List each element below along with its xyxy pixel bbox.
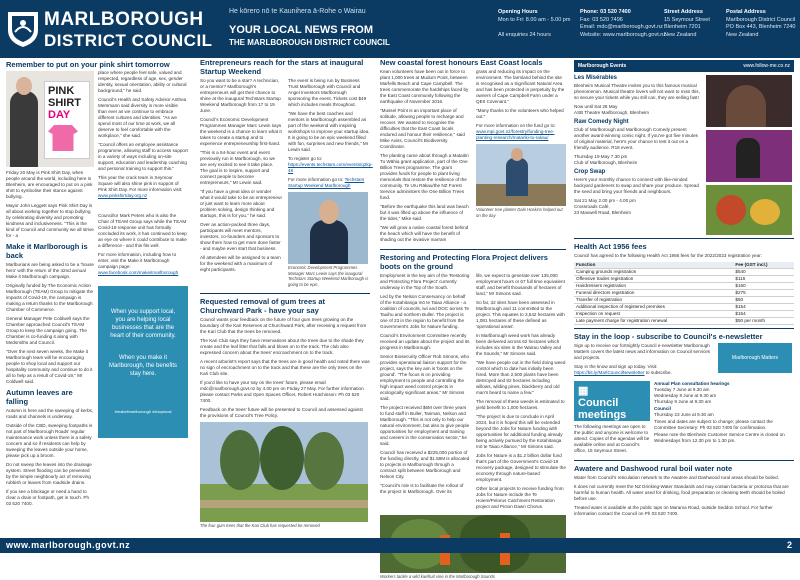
- article-title-startup: Entrepreneurs reach for the stars at inaugural Startup Weekend: [200, 58, 364, 76]
- paragraph: Employment is the key aim of the 'Restoring and Protecting Flora Project' currently underway in the Top of the South.: [380, 273, 470, 290]
- column-3: [200, 58, 373, 538]
- column-4: [380, 58, 566, 579]
- event-title-crop-swap: Crop Swap: [574, 169, 606, 175]
- paragraph: Now until Sat 28 May: [574, 104, 618, 109]
- photo-caption: Economic Development Programmes Manager Marc Lewin says the inaugural Techstars Startup Weekend Marlborough is going to be epic.: [288, 265, 369, 287]
- paragraph: The planting came about through a Mataitiri Tu Wāhia grant application, part of the One Billion Trees programme. The grant provides funds for people to plant living memorials that restore the resilience of the community. Te Uru Rākau/the NZ Forest Service administers the One Billion Trees fund.: [380, 153, 469, 200]
- marc-lewin-photo: [288, 192, 368, 264]
- newsletter-link[interactable]: https://bit.ly/MarlCouncilNewsletter: [574, 370, 645, 375]
- brand-subtitle: DISTRICT COUNCIL: [44, 31, 213, 50]
- paragraph: For more information, including how to enter, visit the Make it Marlborough campaign page: www.facebook.com/makeitmarlborough: [98, 252, 179, 275]
- paragraph: Mayor John Leggett says Pink Shirt Day is all about working together to stop bullying by celebrating diversity and promoting kindness and inclusiveness. "This is the kind of Council and community we all strive for - a: [6, 203, 94, 238]
- paragraph: To register go to: https://events.techstars.com/events/q2kp-48: [288, 156, 373, 173]
- paragraph: "We have people out in the field doing weed control which to date has initially been hired. More than 2,500 plants have been destroyed and 82 hectares including willows, wilding pines, blackberry and old man's beard to name a few.": [476, 360, 566, 395]
- pink-shirt-poster: PINK SHIRT DAY: [44, 81, 90, 159]
- make-it-marlborough-link[interactable]: www.facebook.com/makeitmarlborough: [98, 270, 179, 275]
- paragraph: Over an action-packed three days, participants will meet mentors, investors, co-founders and sponsors to show them how to get more done faster - and maybe even start that business.: [200, 222, 281, 251]
- paragraph: place where people feel safe, valued and respected, regardless of age, sex, gender identity, sexual orientation, ability or cultural background," he said.: [98, 70, 187, 93]
- paragraph: Autumn is here and the sweeping of kerbs, roads and channels is underway.: [6, 408, 94, 419]
- paragraph: This year the crack team in Seymour Square will also shine pink in support of Pink Shirt Day. For more information visit: www.pinkshirtday.org.nz: [98, 175, 183, 198]
- paragraph: So you want to be a star? A technician, or a mentor? Marlborough's entrepreneurs will get their chance to shine at the inaugural Techstars Startup Weekend Marlborough from 17 to 19 June.: [200, 78, 281, 113]
- paragraph: It does not currently meet the NZ Drinking-Water Standards and may contain bacteria or protozoa that are harmful to human health. All water used for drinking, food preparation or cleaning teeth should be boiled before use.: [574, 484, 789, 501]
- table-row: Additional inspection of registered premises $154: [574, 304, 794, 311]
- footer-bar: [0, 538, 800, 553]
- table-row: Funeral directors registration $275: [574, 290, 794, 297]
- article-title-boil-water: Awatere and Dashwood rural boil water note: [574, 464, 733, 473]
- paragraph: Water from Council's reticulation network to the Awatere and Dashwood rural areas should be boiled.: [574, 475, 779, 480]
- table-header: Fee (GST incl.): [733, 262, 794, 269]
- tree-planter-photo: [476, 144, 566, 206]
- divider: [200, 293, 370, 294]
- paragraph: "The project is due to conclude in April 2024, but it is hoped this will be extended beyond the Jobs for Nature funding with opportunities for additional funding already being actively pursued by the Kotahitanga mō te Taiao Alliance," Mr Simons said.: [476, 414, 563, 449]
- divider: [574, 328, 794, 329]
- article-title-autumn-leaves: Autumn leaves are falling: [6, 388, 73, 406]
- paragraph: "This is a 54-hour event and event previously run in Marlborough, so we are very excited to see it take place. The goal is to inspire, support and connect people to become entrepreneurs," Mr Lewin said.: [200, 150, 276, 185]
- schedule-item: Wednesday 8 June at 9.30 am: [654, 393, 717, 398]
- council-meetings-banner: ▦ Council meetings: [574, 381, 650, 421]
- paragraph: Stay in the know and sign up today. Visit: https://bit.ly/MarlCouncilNewsletter to subscribe.: [574, 364, 672, 375]
- calendar-icon: ▦: [578, 385, 589, 397]
- article-title-make-it-marlborough: Make it Marlborough is back: [6, 242, 88, 260]
- opening-hours: Opening Hours Mon to Fri: 8.00 am - 5.00 pm All enquiries 24 hours: [498, 9, 571, 38]
- headline-sub: THE MARLBOROUGH DISTRICT COUNCIL: [229, 38, 390, 47]
- schedule-item: Tuesday 7 June at 9.30 am: [654, 387, 710, 392]
- paragraph: In Marlborough weed work has already been delivered across 62 hectares which includes six sites in the Wairau Valley and the Sounds," Mr Simons said.: [476, 333, 562, 356]
- masthead: [0, 0, 800, 58]
- events-url[interactable]: www.follow-me.co.nz: [743, 63, 790, 69]
- startup-register-link[interactable]: https://events.techstars.com/events/q2kp-48: [288, 162, 373, 173]
- paragraph: The following meetings are open to the public and anyone is welcome to attend. Copies of the agendas will be available online and at Council's office, 15 Seymour Street.: [574, 424, 650, 453]
- paragraph: For more information on the fund go to: www.mpi.govt.nz/forestry/funding-tree-planting-research/matariki-tu-rakau/: [476, 123, 556, 140]
- schedule-item: Thursday 9 June at 9.30 am: [654, 399, 712, 404]
- paragraph: Council's Environment Committee recently received an update about the project and its progress in Marlborough.: [380, 333, 470, 350]
- paragraph: Club of Marlborough, Blenheim: [574, 160, 638, 165]
- paragraph: Treated water is available at the public taps on Marama Road, outside Seddon School. For further information contact the Council on Ph 03 520 7400.: [574, 505, 773, 516]
- paragraph: 23 Maxwell Road, Blenheim: [574, 210, 631, 215]
- article-title-health-fees: Health Act 1956 fees: [574, 242, 647, 251]
- paragraph: Here's your monthly chance to connect with like-minded backyard gardeners to swap and share your produce. Spread the seed and bring your friends and neighbours.: [574, 177, 699, 194]
- paragraph: Council has received a $225,000 portion of the funding directly, and $1.58M is allocated to projects in Marlborough through a contract split between Marlborough and Nelson City.: [380, 450, 470, 479]
- contact-info: Phone: 03 520 7400 Fax: 03 520 7496 Email: mdc@marlborough.govt.nz Website: www.marlborough.govt.nz: [580, 9, 667, 38]
- pink-shirt-icon: [48, 125, 78, 151]
- paragraph: If you see a blockage or need a hand to clear a drain or footpath, get in touch. Ph 03 520 7400.: [6, 489, 89, 506]
- council-crest-icon: [6, 8, 40, 48]
- schedule-title: Council: [654, 406, 671, 411]
- article-title-gum-trees: Requested removal of gum trees at Churchward Park - have your say: [200, 297, 326, 315]
- divider: [574, 460, 794, 461]
- paragraph: Councillor Mark Peters who is also the Chair of TEAM Group says while the TEAM Covid-19 response unit has formally concluded its work, it has continued to keep an eye on where it could contribute to make a difference - and this fits well.: [98, 213, 187, 248]
- paragraph: The project received $6M over three years to fund staff in Buller, Tasman, Nelson and Marlborough. "This is not only to help our natural environment, but also to give people opportunities for employment and training and careers in the conservation sector," he said.: [380, 405, 470, 446]
- paragraph: Senior Biosecurity Officer Rob Simons, who provides operational liaison support for the project, says the key aim is 'boots on the ground'. "The focus is on providing employment to people and controlling the high impact weed control projects in ecologically significant areas," Mr Simons said.: [380, 354, 470, 401]
- paragraph: "We will grow a native coastal forest behind the beach which will have the benefit of shading out the invasive marram: [380, 225, 469, 242]
- paragraph: Crossroads Café,: [574, 204, 610, 209]
- table-row: Late payment charge for registration renewal $50 per month: [574, 318, 794, 325]
- paragraph: Originally funded by The Economic Action Marlborough (TEAM) Group to mitigate the impacts of Covid-19, the campaign is making a return thanks to the Marlborough Chamber of Commerce.: [6, 283, 94, 312]
- footer-website-link[interactable]: www.marlborough.govt.nz: [6, 540, 131, 550]
- brand-name: MARLBOROUGH: [44, 9, 204, 30]
- crop-swap-photo: [706, 185, 792, 235]
- paragraph: A recent arborist's report says that the trees are in good health and noted there was no sign of encroachment on to the track and that these are the only trees on the Kari Club site.: [200, 359, 370, 376]
- paragraph: "If you have a great idea or wonder what it would take to be an entrepreneur or just want to learn more about problem solving, design thinking and startups, this is for you," he said.: [200, 189, 282, 218]
- schedule-title: Annual Plan consultation hearings: [654, 381, 730, 386]
- paragraph: "Council's role is to facilitate the rollout of the project in Marlborough. Over its: [380, 483, 464, 494]
- paragraph: Led by the Nelson Conservancy on behalf of the Kotahitanga mō te Taiao Alliance - a coalition of councils, iwi and DOC across Te Tauihu and northern Buller. The project is one of 23 in the region to benefit from the Government's Jobs for Nature funding.: [380, 294, 470, 329]
- paragraph: Marlburians are being asked to be a 'house hero' with the return of the 42nd annual Make it Marlborough campaign.: [6, 262, 94, 279]
- paragraph: The Kari Club says they have reservations about the trees due to the shade they create and the leaf litter that falls and blows on to the track. The club also expressed concern about the trees' encroachment on to the track.: [200, 338, 364, 355]
- column-5: [574, 58, 794, 538]
- startup-info-link[interactable]: Techstars Startup Weekend Marlborough: [288, 177, 365, 188]
- paragraph: "Over the next seven weeks, the Make it Marlborough team will be encouraging people to shop local and support our hospitality community and continue to do it all to help as a result of Covid-19," Mr Coldwell said.: [6, 349, 93, 384]
- paragraph: If you'd like to have your say on the trees' future, please email mdc@marlborough.govt.nz by 4.00 pm on Friday 27 May. For further information please contact Parks and Open Spaces Officer, Robert Hutchinson: Ph 03 520 7400.: [200, 380, 364, 403]
- paragraph: Jobs for Nature is a $1.2 billion dollar fund that's part of the Government's Covid-19 recovery package, designed to stimulate the economy through nature-based employment.: [476, 453, 566, 482]
- photo-caption: Workers tackle a wild kiwifruit vine in the Marlborough Sounds: [380, 574, 495, 579]
- paragraph: Sign up to receive our fortnightly Council e-newsletter Marlborough Matters covers the latest news and information on Council services and projects.: [574, 343, 711, 360]
- paragraph: "Many thanks to the volunteers who helped out.": [476, 108, 564, 119]
- paragraph: Council's Economic Development Programmes Manager Marc Lewin says the weekend is a chance to learn what it takes to create a startup and to experience entrepreneurship first-hand.: [200, 117, 282, 146]
- paragraph: All attendees will be assigned to a team for the weekend with a maximum of eight participants.: [200, 255, 281, 272]
- article-title-newsletter: Stay in the loop - subscribe to Council's e-newsletter: [574, 332, 763, 341]
- table-header: Function: [574, 262, 733, 269]
- paragraph: Please note the Blenheim Customer Service Centre is closed on Wednesdays from 12.30 pm to 1.30 pm.: [654, 432, 785, 443]
- paragraph: Blenheim Musical Theatre invites you to this famous musical phenomenon. Musical theatre lovers will not want to miss this, so secure your tickets while you still can, they are selling fast!: [574, 83, 700, 100]
- maori-tagline: He kōrero nō te Kaunihera ā-Rohe o Wairau: [229, 8, 366, 15]
- paragraph: General Manager Pete Coldwell says the Chamber approached Council's TEAM Group to keep the campaign going. The Chamber is co-funding it along with Medsmiths and Council.: [6, 316, 90, 345]
- paragraph: Do not sweep the leaves into the drainage system. Street flooding can be prevented by the simple neighbourly act of removing rubbish or leaves from roadside drains.: [6, 462, 92, 485]
- article-title-pink-shirt: Remember to put on your pink shirt tomorrow: [6, 60, 170, 69]
- paragraph: life, we expect to generate over 135,000 employment hours or 67 full time equivalent staff, and benefit thousands of hectares of land," Mr Simons said.: [476, 273, 565, 296]
- paragraph: Outside of the CBD, sweeping footpaths is not part of Marlborough Roads' regular maintenance work unless there is a safety concern and so if residents can help by sweeping the leaves outside your home, please pick up a broom.: [6, 423, 93, 458]
- paragraph: grass and reducing its impact on the environment. The farmland behind the site is recognised as a Significant Natural Area and has been protected in perpetuity by the owners of Cape Campbell Farm under a QEII Covenant.": [476, 69, 565, 104]
- paragraph: Council has agreed to the following Health Act 1956 fees for the 2022/2023 registration year:: [574, 253, 762, 258]
- table-row: Offensive trades registration $115: [574, 276, 794, 283]
- divider: [380, 249, 566, 250]
- schedule-item: Thursday 23 June at 9.30 am: [654, 412, 714, 417]
- pink-shirt-photo: [6, 71, 94, 167]
- paragraph: Council's Health and Safety Advisor Anthea Mersmann said diversity is more visible than ever as we continue to embrace different cultures and identities. "As we spend most of our time at work, we all deserve to feel comfortable with the workplace," she said.: [98, 97, 187, 138]
- paragraph: Friday 20 May is Pink Shirt Day, when people around the world, including here in Blenheim, are encouraged to put on a pink shirt to symbolise their stance against bullying.: [6, 170, 93, 199]
- photo-caption: Volunteer tree planter Dale Hoskins helped out on the day: [476, 207, 563, 218]
- paragraph: Feedback on the trees' future will be presented to Council and assessed against the provisions of Council's Tree Policy.: [200, 407, 363, 418]
- comedy-photo: [706, 130, 792, 182]
- paragraph: Council wants your feedback on the future of four gum trees growing on the boundary of the Kari Reserves at Churchward Park, after receiving a request from the Kari Club that the trees be removed.: [200, 317, 367, 334]
- street-address: Street Address 15 Seymour Street Blenheim 7201 New Zealand: [664, 9, 710, 38]
- paragraph: The removal of these weeds is estimated to yield benefit to 1,000 hectares.: [476, 399, 565, 410]
- paragraph: "We have the best coaches and mentors in Marlborough assembled as part of the weekend with inspiring workshops to improve your startup idea. It is going to be an epic weekend filled with fun, surprises and new friends," Mr Lewin said.: [288, 111, 370, 152]
- newsletter-signup-graphic[interactable]: Marlborough Matters: [718, 343, 792, 373]
- paragraph: Sat 21 May 2.00 pm - 4.00 pm: [574, 198, 636, 203]
- paragraph: Club of Marlborough and Marlborough Comedy present another award-winning comic night. If you've got five minutes of original material, here's your chance to test it out on a friendly audience. R18 event.: [574, 127, 698, 150]
- pink-shirt-link[interactable]: www.pinkshirtday.org.nz: [98, 193, 148, 198]
- table-row: Transfer of registration $50: [574, 297, 794, 304]
- gum-trees-photo: [200, 422, 368, 522]
- paragraph: ASB Theatre Marlborough, Blenheim: [574, 110, 649, 115]
- paragraph: For more information go to: Techstars Startup Weekend Marlborough: [288, 177, 365, 188]
- table-row: Hairdressers registration $160: [574, 283, 794, 290]
- paragraph: Times and dates are subject to change; please contact the Committee Secretary: Ph 03 520 7400 for confirmation.: [654, 419, 773, 430]
- paragraph: "Before the earthquake this land was beach but it was lifted up above the influence of the tides," Mike said.: [380, 204, 469, 221]
- photo-caption: The four gum trees that the Kari Club has requested be removed: [200, 523, 320, 528]
- les-mis-photo: [706, 75, 792, 127]
- shop-local-promo: When you support local, you are helping local businesses that are the heart of their community. When you make it Marlborough, the benefits stay here. #makeitmarlborough #shoplocal: [98, 286, 188, 438]
- paragraph: "Council offers an employee assistance programme, allowing staff to access support in a variety of ways including on-site support, education and leadership coaching and personal training to support this.": [98, 142, 188, 171]
- paragraph: Thursday 19 May 7.30 pm: [574, 154, 628, 159]
- table-row: Camping grounds registration $540: [574, 269, 794, 276]
- headline: YOUR LOCAL NEWS FROM: [229, 24, 374, 36]
- health-fees-table: [574, 262, 794, 325]
- column-2: [98, 70, 188, 550]
- paragraph: Other local projects to receive funding from Jobs for Nature include the Te Hoiere/Pelorus Catchment Restoration project and Picton Dawn Chorus.: [476, 486, 564, 509]
- paragraph: The event is being run by Business Trust Marlborough with Council and Angel Investors Marlborough sponsoring the event. Tickets cost $49 which includes meals throughout.: [288, 78, 367, 107]
- page-number: 2: [786, 540, 792, 550]
- postal-address: Postal Address Marlborough District Council PO Box 443, Blenheim 7240 New Zealand: [726, 9, 796, 38]
- event-title-raw-comedy: Raw Comedy Night: [574, 119, 629, 125]
- paragraph: "Mussel Point is an important place of solitude, allowing people to recharge and recover. We wanted to recognise the difficulties that the East Coast locals endured and honour their resilience," said Mike Aviss, Council's Biodiversity Coordinator.: [380, 108, 465, 149]
- paragraph: Kean volunteers have been out in force to plant 1,000 trees at Mudum Point, between Marfells Beach and Cape Campbell. The trees commemorate the hardships faced by the East Coast community following the earthquake of November 2016.: [380, 69, 469, 104]
- event-title-les-mis: Les Misérables: [574, 75, 618, 81]
- tree-fund-link[interactable]: www.mpi.govt.nz/forestry/funding-tree-planting-research/matariki-tu-rakau/: [476, 129, 555, 140]
- table-row: Inspection on request $154: [574, 311, 794, 318]
- paragraph: So far, 32 sites have been assessed in Marlborough and 11 committed to the project. This equates to 3,542 hectares with 1,081 hectares of these defined as 'operational areas'.: [476, 300, 565, 329]
- events-banner: Marlborough Events www.follow-me.co.nz: [574, 60, 794, 72]
- article-title-coastal-forest: New coastal forest honours East Coast locals: [380, 58, 543, 67]
- article-title-flora-project: Restoring and Protecting Flora Project delivers boots on the ground: [380, 253, 548, 271]
- divider: [574, 238, 794, 239]
